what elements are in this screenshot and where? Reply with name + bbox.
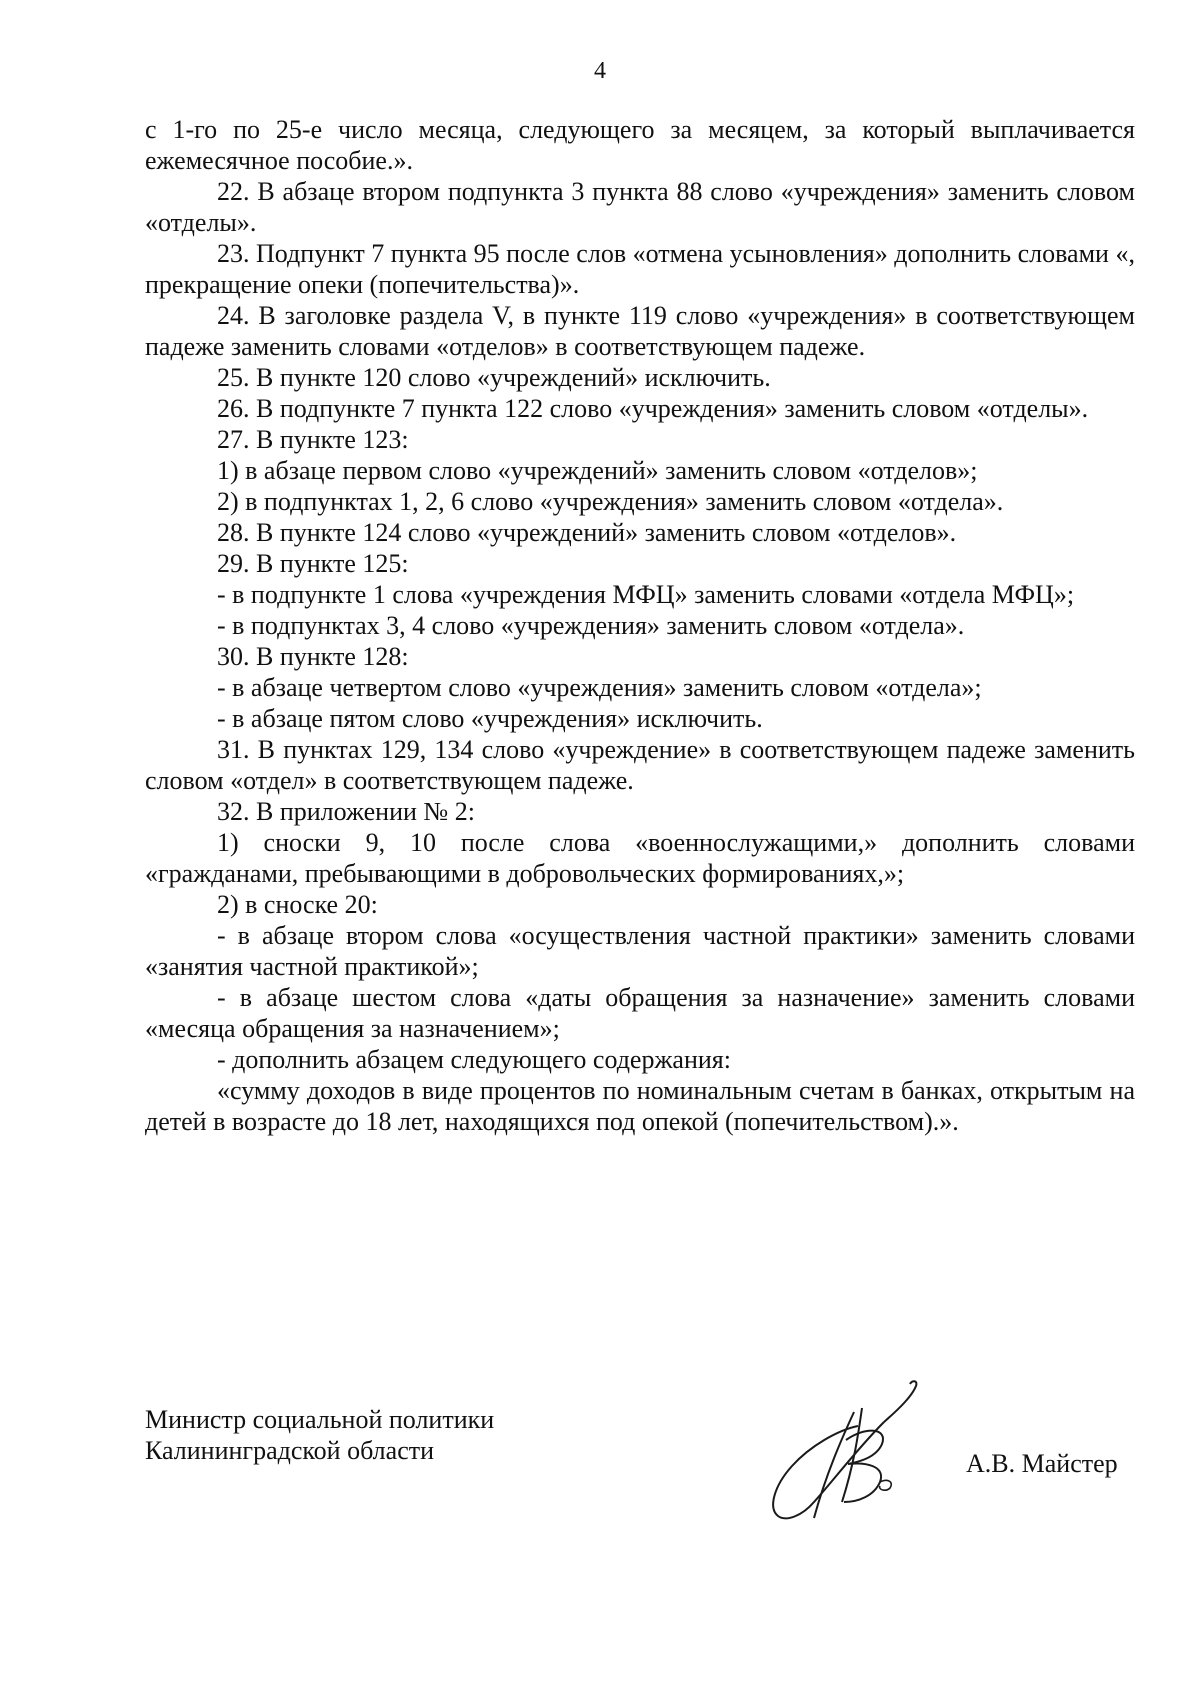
paragraph: 29. В пункте 125: — [217, 549, 409, 578]
paragraph: 2) в сноске 20: — [217, 890, 378, 919]
signer-position-line-1: Министр социальной политики — [145, 1405, 495, 1434]
document-body — [145, 114, 1135, 1137]
paragraph: 24. В заголовке раздела V, в пункте 119 слово «учреждения» в соответствующем падеже заменить словами «отделов» в соответствующем падеже. — [145, 301, 1135, 361]
paragraph: - в подпунктах 3, 4 слово «учреждения» заменить словом «отдела». — [217, 611, 965, 640]
handwritten-signature — [762, 1378, 922, 1524]
paragraph: 23. Подпункт 7 пункта 95 после слов «отмена усыновления» дополнить словами «, прекращение опеки (попечительства)». — [145, 239, 1135, 299]
paragraph: - в подпункте 1 слова «учреждения МФЦ» заменить словами «отдела МФЦ»; — [217, 580, 1075, 609]
paragraph: «сумму доходов в виде процентов по номинальным счетам в банках, открытым на детей в возрасте до 18 лет, находящихся под опекой (попечительством).». — [145, 1076, 1135, 1136]
paragraph: 25. В пункте 120 слово «учреждений» исключить. — [217, 363, 771, 392]
page-number: 4 — [594, 58, 606, 84]
paragraph: 22. В абзаце втором подпункта 3 пункта 88 слово «учреждения» заменить словом «отделы». — [145, 177, 1135, 237]
paragraph: - в абзаце втором слова «осуществления частной практики» заменить словами «занятия частной практикой»; — [145, 921, 1135, 981]
signer-name: А.В. Майстер — [966, 1449, 1118, 1478]
paragraph: 1) в абзаце первом слово «учреждений» заменить словом «отделов»; — [217, 456, 978, 485]
paragraph: 27. В пункте 123: — [217, 425, 409, 454]
paragraph: 28. В пункте 124 слово «учреждений» заменить словом «отделов». — [217, 518, 957, 547]
paragraph: - дополнить абзацем следующего содержания: — [217, 1045, 731, 1074]
signer-position — [145, 1404, 494, 1466]
paragraph: с 1-го по 25-е число месяца, следующего за месяцем, за который выплачивается ежемесячное пособие.». — [145, 115, 1135, 175]
signer-position-line-2: Калининградской области — [145, 1436, 435, 1465]
paragraph: - в абзаце четвертом слово «учреждения» заменить словом «отдела»; — [217, 673, 982, 702]
paragraph: 2) в подпунктах 1, 2, 6 слово «учреждения» заменить словом «отдела». — [217, 487, 1004, 516]
paragraph: 1) сноски 9, 10 после слова «военнослужащими,» дополнить словами «гражданами, пребывающими в добровольческих формированиях,»; — [145, 828, 1135, 888]
paragraph: 26. В подпункте 7 пункта 122 слово «учреждения» заменить словом «отделы». — [217, 394, 1089, 423]
paragraph: - в абзаце шестом слова «даты обращения за назначение» заменить словами «месяца обращения за назначением»; — [145, 983, 1135, 1043]
paragraph: 32. В приложении № 2: — [217, 797, 475, 826]
paragraph: - в абзаце пятом слово «учреждения» исключить. — [217, 704, 763, 733]
paragraph: 31. В пунктах 129, 134 слово «учреждение» в соответствующем падеже заменить словом «отдел» в соответствующем падеже. — [145, 735, 1135, 795]
paragraph: 30. В пункте 128: — [217, 642, 409, 671]
